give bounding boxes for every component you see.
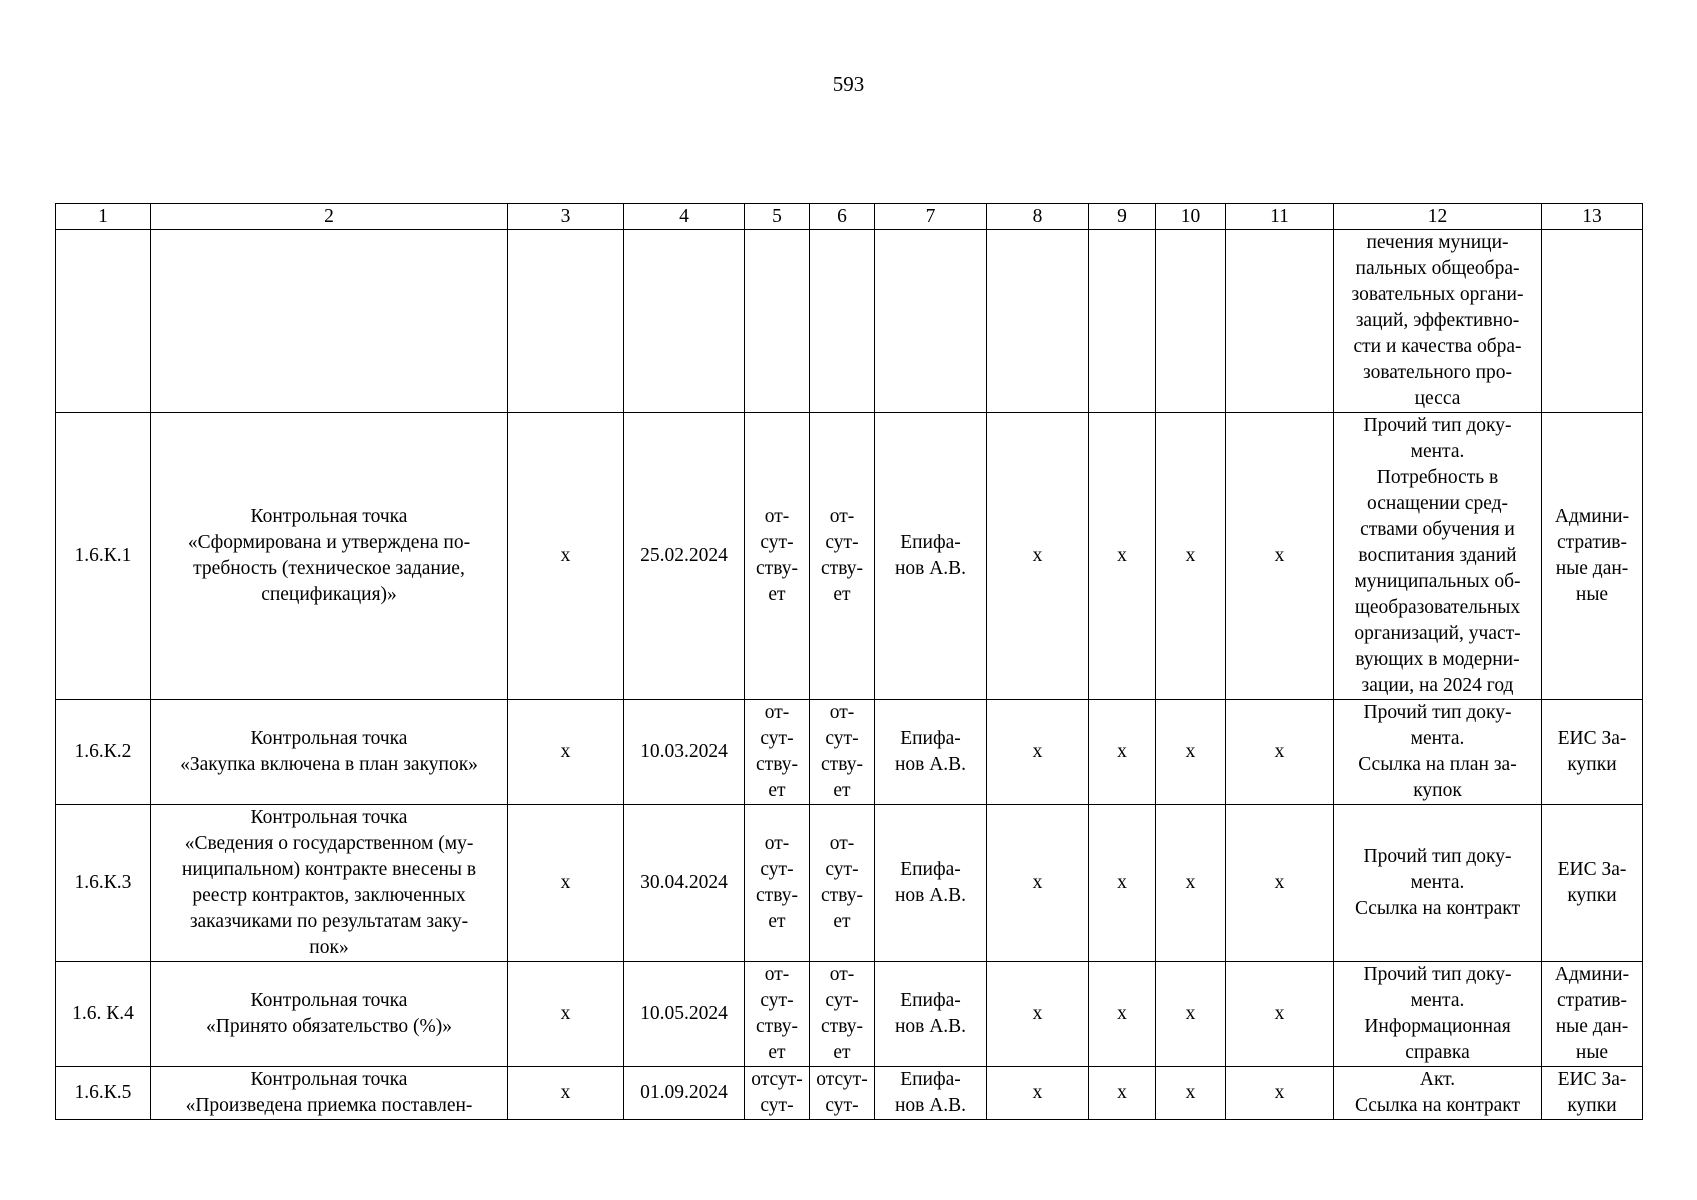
empty-cell bbox=[810, 230, 875, 413]
continuation-row bbox=[56, 230, 1643, 413]
source-cell: ЕИС За- купки bbox=[1542, 700, 1643, 805]
col9-cell: х bbox=[1089, 805, 1156, 962]
empty-cell bbox=[1226, 230, 1334, 413]
code-cell: 1.6.К.3 bbox=[56, 805, 151, 962]
col6-cell: от- сут- ству- ет bbox=[810, 700, 875, 805]
date-cell: 10.05.2024 bbox=[624, 962, 745, 1067]
responsible-cell: Епифа- нов А.В. bbox=[875, 700, 987, 805]
col11-cell: х bbox=[1226, 413, 1334, 700]
col5-cell: от- сут- ству- ет bbox=[745, 962, 810, 1067]
col8-cell: х bbox=[987, 700, 1089, 805]
code-cell: 1.6.К.2 bbox=[56, 700, 151, 805]
col3-cell: х bbox=[508, 805, 624, 962]
date-cell: 10.03.2024 bbox=[624, 700, 745, 805]
empty-cell bbox=[1542, 230, 1643, 413]
col10-cell: х bbox=[1156, 962, 1226, 1067]
col8-cell: х bbox=[987, 962, 1089, 1067]
col6-cell: от- сут- ству- ет bbox=[810, 805, 875, 962]
code-cell: 1.6.К.1 bbox=[56, 413, 151, 700]
col5-cell: от- сут- ству- ет bbox=[745, 805, 810, 962]
name-cell: Контрольная точка «Сформирована и утверждена по- требность (техническое задание, спецификация)» bbox=[151, 413, 508, 700]
code-cell: 1.6. К.4 bbox=[56, 962, 151, 1067]
name-cell: Контрольная точка «Закупка включена в план закупок» bbox=[151, 700, 508, 805]
col6-cell: от- сут- ству- ет bbox=[810, 962, 875, 1067]
column-number-row bbox=[56, 204, 1643, 230]
responsible-cell: Епифа- нов А.В. bbox=[875, 805, 987, 962]
table-row bbox=[56, 1067, 1643, 1120]
empty-cell bbox=[1156, 230, 1226, 413]
col3-cell: х bbox=[508, 700, 624, 805]
col6-cell: от- сут- ству- ет bbox=[810, 413, 875, 700]
col9-cell: х bbox=[1089, 1067, 1156, 1120]
column-number: 10 bbox=[1156, 204, 1226, 230]
col3-cell: х bbox=[508, 1067, 624, 1120]
column-number: 11 bbox=[1226, 204, 1334, 230]
empty-cell bbox=[508, 230, 624, 413]
empty-cell bbox=[987, 230, 1089, 413]
document-cell: Прочий тип доку- мента. Ссылка на план за- купок bbox=[1334, 700, 1542, 805]
col5-cell: от- сут- ству- ет bbox=[745, 700, 810, 805]
source-cell: ЕИС За- купки bbox=[1542, 1067, 1643, 1120]
table-row bbox=[56, 413, 1643, 700]
date-cell: 25.02.2024 bbox=[624, 413, 745, 700]
column-number: 12 bbox=[1334, 204, 1542, 230]
col8-cell: х bbox=[987, 413, 1089, 700]
document-cell: Прочий тип доку- мента. Информационная справка bbox=[1334, 962, 1542, 1067]
table-row bbox=[56, 962, 1643, 1067]
source-cell: ЕИС За- купки bbox=[1542, 805, 1643, 962]
column-number: 1 bbox=[56, 204, 151, 230]
col5-cell: отсут- сут- bbox=[745, 1067, 810, 1120]
col8-cell: х bbox=[987, 805, 1089, 962]
column-number: 5 bbox=[745, 204, 810, 230]
column-number: 6 bbox=[810, 204, 875, 230]
code-cell: 1.6.К.5 bbox=[56, 1067, 151, 1120]
continued-document-text: печения муници- пальных общеобра- зовательных органи- заций, эффективно- сти и качества обра- зовательного про- цесса bbox=[1351, 232, 1524, 409]
responsible-cell: Епифа- нов А.В. bbox=[875, 413, 987, 700]
column-number: 13 bbox=[1542, 204, 1643, 230]
col10-cell: х bbox=[1156, 413, 1226, 700]
document-cell bbox=[1334, 230, 1542, 413]
empty-cell bbox=[56, 230, 151, 413]
col9-cell: х bbox=[1089, 413, 1156, 700]
col11-cell: х bbox=[1226, 1067, 1334, 1120]
source-cell: Админи- стратив- ные дан- ные bbox=[1542, 413, 1643, 700]
source-cell: Админи- стратив- ные дан- ные bbox=[1542, 962, 1643, 1067]
col10-cell: х bbox=[1156, 1067, 1226, 1120]
col11-cell: х bbox=[1226, 805, 1334, 962]
column-number: 4 bbox=[624, 204, 745, 230]
document-cell: Прочий тип доку- мента. Ссылка на контракт bbox=[1334, 805, 1542, 962]
name-cell: Контрольная точка «Произведена приемка поставлен- bbox=[151, 1067, 508, 1120]
column-number: 2 bbox=[151, 204, 508, 230]
col5-cell: от- сут- ству- ет bbox=[745, 413, 810, 700]
responsible-cell: Епифа- нов А.В. bbox=[875, 962, 987, 1067]
col3-cell: х bbox=[508, 413, 624, 700]
col10-cell: х bbox=[1156, 700, 1226, 805]
col10-cell: х bbox=[1156, 805, 1226, 962]
page-number: 593 bbox=[832, 72, 865, 96]
table-row bbox=[56, 700, 1643, 805]
empty-cell bbox=[745, 230, 810, 413]
table-row bbox=[56, 805, 1643, 962]
document-cell: Прочий тип доку- мента. Потребность в оснащении сред- ствами обучения и воспитания зданий муниципальных об- щеобразовательных организаций, участ- вующих в модерни- зации, на 2024 год bbox=[1334, 413, 1542, 700]
column-number: 8 bbox=[987, 204, 1089, 230]
empty-cell bbox=[624, 230, 745, 413]
date-cell: 01.09.2024 bbox=[624, 1067, 745, 1120]
document-cell: Акт. Ссылка на контракт bbox=[1334, 1067, 1542, 1120]
empty-cell bbox=[875, 230, 987, 413]
control-points-table bbox=[55, 203, 1643, 1120]
col11-cell: х bbox=[1226, 700, 1334, 805]
col6-cell: отсут- сут- bbox=[810, 1067, 875, 1120]
col9-cell: х bbox=[1089, 962, 1156, 1067]
date-cell: 30.04.2024 bbox=[624, 805, 745, 962]
name-cell: Контрольная точка «Принято обязательство (%)» bbox=[151, 962, 508, 1067]
empty-cell bbox=[151, 230, 508, 413]
col3-cell: х bbox=[508, 962, 624, 1067]
empty-cell bbox=[1089, 230, 1156, 413]
col11-cell: х bbox=[1226, 962, 1334, 1067]
column-number: 9 bbox=[1089, 204, 1156, 230]
name-cell: Контрольная точка «Сведения о государственном (му- ниципальном) контракте внесены в реестр контрактов, заключенных заказчиками по результатам заку- пок» bbox=[151, 805, 508, 962]
column-number: 7 bbox=[875, 204, 987, 230]
col8-cell: х bbox=[987, 1067, 1089, 1120]
responsible-cell: Епифа- нов А.В. bbox=[875, 1067, 987, 1120]
column-number: 3 bbox=[508, 204, 624, 230]
col9-cell: х bbox=[1089, 700, 1156, 805]
